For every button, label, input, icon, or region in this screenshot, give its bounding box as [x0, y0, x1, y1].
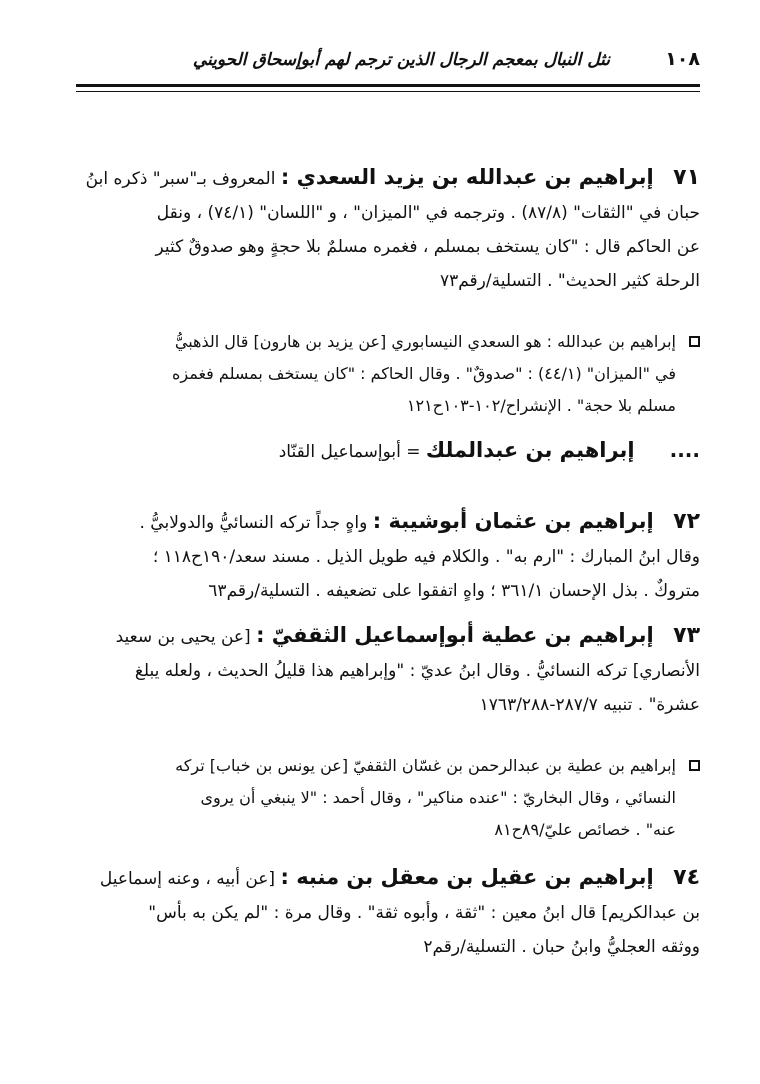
sub-entry — [72, 326, 700, 422]
page-number: ١٠٨ — [665, 48, 700, 70]
entry-71 — [72, 160, 700, 298]
entry-74 — [72, 860, 700, 964]
entry-name: إبراهيم بن عطية أبوإسماعيل الثقفيّ : — [256, 623, 654, 647]
sub-entry-text: مسلم بلا حجة" . الإنشراح/١٠٢-١٠٣ح١٢١ — [406, 396, 676, 415]
sub-entry-text: إبراهيم بن عطية بن عبدالرحمن بن غسّان الثقفيّ [عن يونس بن خباب] تركه — [175, 756, 676, 775]
sub-entry-text: في "الميزان" (٤٤/١) : "صدوقٌ" . وقال الحاكم : "كان يستخف بمسلم فغمزه — [172, 364, 676, 383]
entry-text: الأنصاري] تركه النسائيُّ . وقال ابنُ عديّ : "وإبراهيم هذا قليلُ الحديث ، ولعله يبلغ — [134, 661, 700, 681]
entry-text: [عن أبيه ، وعنه إسماعيل — [99, 869, 276, 889]
entry-text: ووثقه العجليُّ وابنُ حبان . التسلية/رقم٢ — [423, 937, 700, 957]
entry-72 — [72, 504, 700, 608]
cross-reference — [72, 438, 700, 462]
ref-dots: .... — [669, 438, 700, 462]
entry-73 — [72, 618, 700, 722]
entry-name: إبراهيم بن عثمان أبوشيبة : — [372, 509, 654, 533]
entry-name: إبراهيم بن عقيل بن معقل بن منبه : — [280, 865, 654, 889]
entry-text: المعروف بـ"سبر" ذكره ابنُ — [85, 169, 276, 189]
sub-entry — [72, 750, 700, 846]
square-bullet-icon — [689, 336, 700, 347]
sub-entry-text: عنه" . خصائص عليّ/٨٩ح٨١ — [494, 820, 676, 839]
entry-text: حبان في "الثقات" (٨٧/٨) . وترجمه في "الميزان" ، و "اللسان" (٧٤/١) ، ونقل — [156, 203, 700, 223]
entry-number: ٧٢ — [673, 509, 700, 534]
entry-number: ٧٣ — [673, 623, 700, 648]
entry-text: متروكٌ . بذل الإحسان ٣٦١/١ ؛ واهٍ اتفقوا على تضعيفه . التسلية/رقم٦٣ — [208, 581, 700, 601]
ref-name: إبراهيم بن عبدالملك — [425, 438, 635, 462]
running-title: نثل النبال بمعجم الرجال الذين ترجم لهم أبوإسحاق الحويني — [192, 50, 610, 70]
entry-text: [عن يحيى بن سعيد — [115, 627, 251, 647]
sub-entry-text: إبراهيم بن عبدالله : هو السعدي النيسابوري [عن يزيد بن هارون] قال الذهبيُّ — [174, 332, 676, 351]
square-bullet-icon — [689, 760, 700, 771]
entry-text: واهٍ جداً تركه النسائيُّ والدولابيُّ . — [139, 513, 368, 533]
entry-number: ٧٤ — [673, 865, 700, 890]
entry-text: عشرة" . تنبيه ٢٨٧/٧-١٧٦٣/٢٨٨ — [479, 695, 700, 715]
sub-entry-text: النسائي ، وقال البخاريّ : "عنده مناكير" ، وقال أحمد : "لا ينبغي أن يروى — [200, 788, 676, 807]
entry-text: وقال ابنُ المبارك : "ارم به" . والكلام فيه طويل الذيل . مسند سعد/١٩٠ح١١٨ ؛ — [152, 547, 700, 567]
ref-target: = أبوإسماعيل القنّاد — [278, 442, 421, 462]
entry-text: بن عبدالكريم] قال ابنُ معين : "ثقة ، وأبوه ثقة" . وقال مرة : "لم يكن به بأس" — [148, 903, 700, 923]
entry-number: ٧١ — [673, 165, 700, 190]
entry-name: إبراهيم بن عبدالله بن يزيد السعدي : — [280, 165, 654, 189]
entry-text: عن الحاكم قال : "كان يستخف بمسلم ، فغمره مسلمٌ بلا حجةٍ وهو صدوقٌ كثير — [155, 237, 700, 257]
header-rule-thin — [76, 91, 700, 92]
page-header — [80, 42, 700, 82]
entry-text: الرحلة كثير الحديث" . التسلية/رقم٧٣ — [439, 271, 700, 291]
header-rule-thick — [76, 84, 700, 87]
